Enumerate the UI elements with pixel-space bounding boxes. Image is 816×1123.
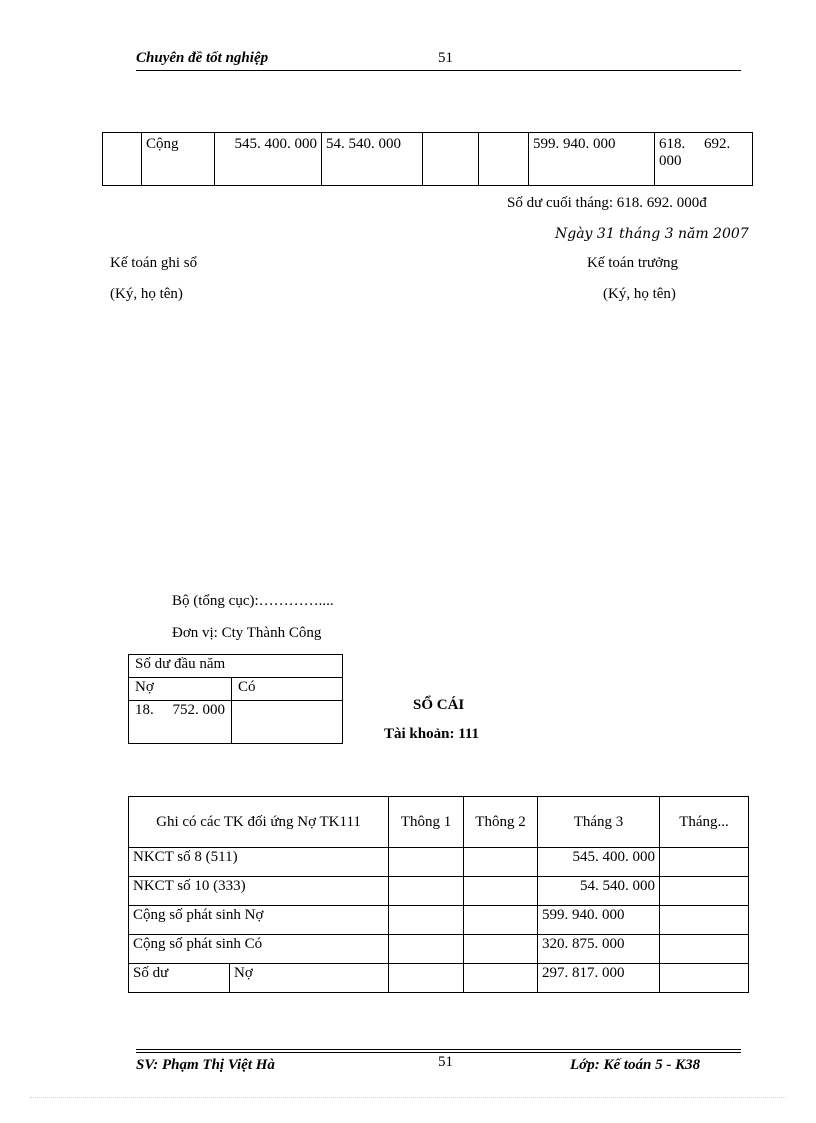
table-cell xyxy=(389,848,464,877)
table-cell: 297. 817. 000 xyxy=(538,964,660,993)
table-row xyxy=(129,906,749,935)
table-cell xyxy=(389,964,464,993)
table-cell xyxy=(103,133,142,186)
bookkeeper-signature-note: (Ký, họ tên) xyxy=(110,286,183,302)
table-row xyxy=(129,678,343,701)
header-page-number: 51 xyxy=(438,50,453,66)
table-cell: Cộng xyxy=(142,133,215,186)
column-header: Tháng... xyxy=(660,797,749,848)
table-cell: 599. 940. 000 xyxy=(529,133,655,186)
balance-label: Số dư xyxy=(129,964,230,993)
table-row xyxy=(129,655,343,678)
table-cell xyxy=(464,906,538,935)
opening-balance-table xyxy=(128,654,343,744)
table-cell xyxy=(389,877,464,906)
footer-rule xyxy=(136,1049,741,1050)
table-cell: 599. 940. 000 xyxy=(538,906,660,935)
unit-line: Đơn vị: Cty Thành Công xyxy=(172,625,322,641)
table-cell: 54. 540. 000 xyxy=(538,877,660,906)
opening-credit-label: Có xyxy=(232,678,343,701)
row-label: NKCT số 10 (333) xyxy=(129,877,389,906)
ledger-table xyxy=(128,796,749,993)
table-cell xyxy=(389,935,464,964)
table-header-row xyxy=(129,797,749,848)
footer-page-number: 51 xyxy=(438,1054,453,1070)
table-cell xyxy=(660,877,749,906)
column-header: Ghi có các TK đối ứng Nợ TK111 xyxy=(129,797,389,848)
chief-accountant-signature-note: (Ký, họ tên) xyxy=(603,286,676,302)
footer-class: Lớp: Kế toán 5 - K38 xyxy=(570,1057,701,1073)
table-cell xyxy=(423,133,479,186)
table-cell: 545. 400. 000 xyxy=(538,848,660,877)
ministry-line: Bộ (tổng cục):………….... xyxy=(172,593,334,609)
row-label: Cộng số phát sinh Nợ xyxy=(129,906,389,935)
table-cell: 54. 540. 000 xyxy=(322,133,423,186)
footer-rule xyxy=(136,1052,741,1053)
date-line: Ngày 31 tháng 3 năm 2007 xyxy=(555,226,749,242)
table-cell xyxy=(464,848,538,877)
chief-accountant-title: Kế toán trưởng xyxy=(587,255,679,271)
opening-debit-value: 18. 752. 000 xyxy=(129,701,232,744)
table-cell xyxy=(464,935,538,964)
table-cell xyxy=(660,848,749,877)
table-cell xyxy=(660,964,749,993)
column-header: Tháng 3 xyxy=(538,797,660,848)
ledger-title: SỔ CÁI xyxy=(413,697,465,713)
table-cell: 618. 692. 000 xyxy=(655,133,753,186)
row-label: NKCT số 8 (511) xyxy=(129,848,389,877)
table-row xyxy=(129,848,749,877)
footer-student: SV: Phạm Thị Việt Hà xyxy=(136,1057,275,1073)
column-header: Thông 2 xyxy=(464,797,538,848)
header-rule xyxy=(136,70,741,71)
table-cell xyxy=(464,964,538,993)
table-cell xyxy=(464,877,538,906)
closing-balance: Số dư cuối tháng: 618. 692. 000đ xyxy=(507,195,707,211)
table-cell xyxy=(389,906,464,935)
table-row xyxy=(129,877,749,906)
table-cell xyxy=(479,133,529,186)
top-summary-table xyxy=(102,132,753,186)
opening-balance-title: Số dư đầu năm xyxy=(129,655,343,678)
table-cell: 320. 875. 000 xyxy=(538,935,660,964)
page-edge-divider xyxy=(30,1097,786,1098)
bookkeeper-title: Kế toán ghi sổ xyxy=(110,255,198,271)
table-cell xyxy=(660,906,749,935)
header-title: Chuyên đề tốt nghiệp xyxy=(136,50,269,66)
table-cell xyxy=(660,935,749,964)
table-row xyxy=(129,701,343,744)
table-cell: 545. 400. 000 xyxy=(215,133,322,186)
row-label: Cộng số phát sinh Có xyxy=(129,935,389,964)
ledger-account: Tài khoản: 111 xyxy=(384,726,480,742)
balance-side: Nợ xyxy=(230,964,389,993)
opening-debit-label: Nợ xyxy=(129,678,232,701)
table-row xyxy=(103,133,753,186)
table-row xyxy=(129,964,749,993)
column-header: Thông 1 xyxy=(389,797,464,848)
opening-credit-value xyxy=(232,701,343,744)
table-row xyxy=(129,935,749,964)
